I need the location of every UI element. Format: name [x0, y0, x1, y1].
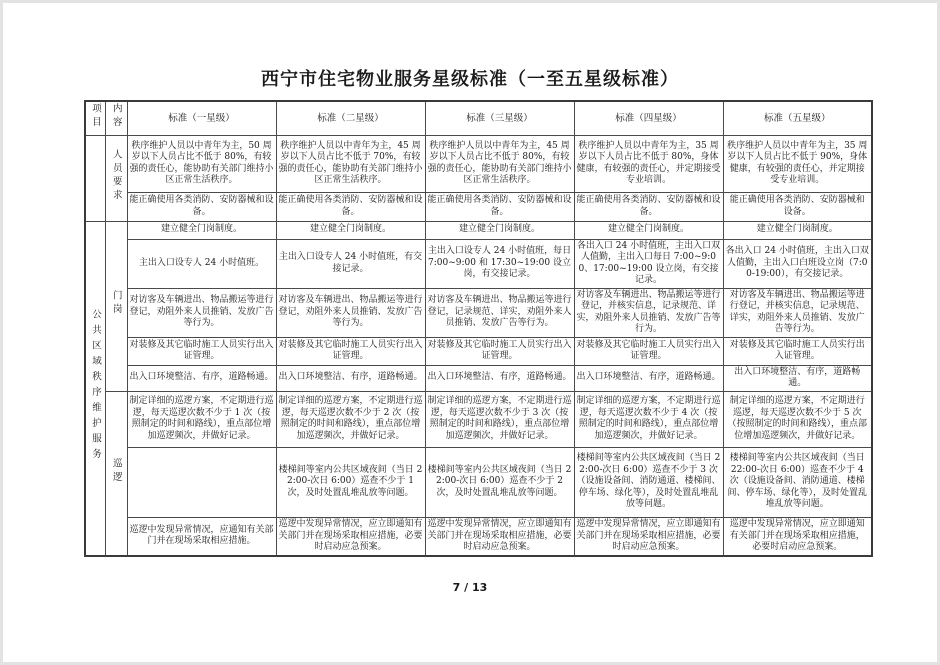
table-cell: 对装修及其它临时施工人员实行出入证管理。 — [723, 337, 872, 365]
table-cell: 对装修及其它临时施工人员实行出入证管理。 — [574, 337, 723, 365]
table-cell: 制定详细的巡逻方案，不定期进行巡逻，每天巡逻次数不少于 2 次（按照制定的时间和路线），重点部位增加巡逻频次，并做好记录。 — [276, 391, 425, 447]
table-cell: 巡逻中发现异常情况，应立即通知有关部门并在现场采取相应措施，必要时启动应急预案。 — [276, 517, 425, 556]
row-group-label-patrol — [105, 391, 127, 556]
personnel-label: 人员要求 — [110, 148, 122, 203]
table-cell: 秩序维护人员以中青年为主，35 周岁以下人员占比不低于 80%，身体健康，有较强的责任心，并定期接受专业培训。 — [574, 135, 723, 192]
table-cell: 制定详细的巡逻方案，不定期进行巡逻，每天巡逻次数不少于 1 次（按照制定的时间和路线），重点部位增加巡逻频次，并做好记录。 — [127, 391, 276, 447]
table-cell: 主出入口设专人 24 小时值班。 — [127, 239, 276, 288]
page-number: 7 / 13 — [452, 581, 488, 594]
table-cell: 建立健全门岗制度。 — [127, 221, 276, 239]
table-cell: 制定详细的巡逻方案，不定期进行巡逻，每天巡逻次数不少于 4 次（按照制定的时间和路线），重点部位增加巡逻频次，并做好记录。 — [574, 391, 723, 447]
table-cell: 对装修及其它临时施工人员实行出入证管理。 — [276, 337, 425, 365]
table-cell: 对装修及其它临时施工人员实行出入证管理。 — [425, 337, 574, 365]
table-cell: 出入口环境整洁、有序，道路畅通。 — [127, 365, 276, 391]
item-cell-public-area — [85, 221, 105, 556]
table-header-row — [85, 101, 872, 135]
table-cell: 制定详细的巡逻方案，不定期进行巡逻，每天巡逻次数不少于 5 次（按照制定的时间和路线），重点部位增加巡逻频次，并做好记录。 — [723, 391, 872, 447]
table-cell: 巡逻中发现异常情况，应立即通知有关部门并在现场采取相应措施，必要时启动应急预案。 — [425, 517, 574, 556]
table-cell: 秩序维护人员以中青年为主，45 周岁以下人员占比不低于 70%，有较强的责任心，能协助有关部门维持小区正常生活秩序。 — [276, 135, 425, 192]
table-cell: 巡逻中发现异常情况，应通知有关部门并在现场采取相应措施。 — [127, 517, 276, 556]
table-cell: 对访客及车辆进出、物品搬运等进行登记，劝阻外来人员推销、发放广告等行为。 — [127, 288, 276, 337]
row-group-label-personnel — [105, 135, 127, 221]
row-group-label-gate — [105, 221, 127, 391]
item-cell-empty — [85, 135, 105, 221]
table-cell: 出入口环境整洁、有序，道路畅通。 — [425, 365, 574, 391]
header-star1: 标准（一星级） — [127, 101, 276, 135]
table-cell: 主出入口设专人 24 小时值班，有交接记录。 — [276, 239, 425, 288]
table-cell: 出入口环境整洁、有序，道路畅通。 — [276, 365, 425, 391]
table-cell: 秩序维护人员以中青年为主，50 周岁以下人员占比不低于 80%，有较强的责任心，能协助有关部门维持小区正常生活秩序。 — [127, 135, 276, 192]
page-title: 西宁市住宅物业服务星级标准（一至五星级标准） — [261, 69, 679, 90]
table-row — [85, 192, 872, 221]
table-cell: 出入口环境整洁、有序，道路畅通。 — [723, 365, 872, 391]
table-cell: 巡逻中发现异常情况，应立即通知有关部门并在现场采取相应措施，必要时启动应急预案。 — [723, 517, 872, 556]
table-cell: 楼梯间等室内公共区域夜间（当日 22:00-次日 6:00）巡查不少于 1 次，及时处置乱堆乱放等问题。 — [276, 447, 425, 517]
table-cell: 能正确使用各类消防、安防器械和设备。 — [425, 192, 574, 221]
table-cell: 对访客及车辆进出、物品搬运等进行登记，劝阻外来人员推销、发放广告等行为。 — [276, 288, 425, 337]
header-star2: 标准（二星级） — [276, 101, 425, 135]
table-cell: 巡逻中发现异常情况，应立即通知有关部门并在现场采取相应措施，必要时启动应急预案。 — [574, 517, 723, 556]
standards-table — [84, 100, 873, 557]
header-star4: 标准（四星级） — [574, 101, 723, 135]
table-cell: 楼梯间等室内公共区域夜间（当日 22:00-次日 6:00）巡查不少于 3 次（设施设备间、消防通道、楼梯间、停车场、绿化等），及时处置乱堆乱放等问题。 — [574, 447, 723, 517]
header-content-label: 内容 — [110, 103, 122, 130]
header-content — [105, 101, 127, 135]
table-cell: 主出入口设专人 24 小时值班，每日 7:00~9:00 和 17:30~19:00 设立岗，有交接记录。 — [425, 239, 574, 288]
gate-label: 门岗 — [110, 290, 122, 318]
table-cell: 楼梯间等室内公共区域夜间（当日 22:00-次日 6:00）巡查不少于 2 次，及时处置乱堆乱放等问题。 — [425, 447, 574, 517]
table-row — [85, 288, 872, 337]
table-cell: 对访客及车辆进出、物品搬运等进行登记，并核实信息，记录规范、详实，劝阻外来人员推销、发放广告等行为。 — [723, 288, 872, 337]
table-cell: 对访客及车辆进出、物品搬运等进行登记，并核实信息，记录规范、详实，劝阻外来人员推销、发放广告等行为。 — [574, 288, 723, 337]
table-cell: 建立健全门岗制度。 — [425, 221, 574, 239]
table-row — [85, 135, 872, 192]
table-row — [85, 447, 872, 517]
table-row — [85, 517, 872, 556]
patrol-label: 巡逻 — [110, 457, 122, 485]
table-cell: 能正确使用各类消防、安防器械和设备。 — [574, 192, 723, 221]
table-cell: 秩序维护人员以中青年为主，35 周岁以下人员占比不低于 90%，身体健康，有较强的责任心，并定期接受专业培训。 — [723, 135, 872, 192]
table-cell: 能正确使用各类消防、安防器械和设备。 — [276, 192, 425, 221]
table-cell: 出入口环境整洁、有序，道路畅通。 — [574, 365, 723, 391]
table-cell: 制定详细的巡逻方案，不定期进行巡逻，每天巡逻次数不少于 3 次（按照制定的时间和路线），重点部位增加巡逻频次，并做好记录。 — [425, 391, 574, 447]
table-cell: 秩序维护人员以中青年为主，45 周岁以下人员占比不低于 80%，有较强的责任心，能协助有关部门维持小区正常生活秩序。 — [425, 135, 574, 192]
table-cell: 建立健全门岗制度。 — [276, 221, 425, 239]
header-item-label: 项目 — [90, 103, 101, 130]
table-row — [85, 221, 872, 239]
table-row — [85, 365, 872, 391]
header-item — [85, 101, 105, 135]
table-cell: 对装修及其它临时施工人员实行出入证管理。 — [127, 337, 276, 365]
public-area-label: 公共区域秩序维护服务 — [90, 308, 101, 464]
table-cell: 建立健全门岗制度。 — [723, 221, 872, 239]
table-cell: 能正确使用各类消防、安防器械和设备。 — [723, 192, 872, 221]
table-cell: 各出入口 24 小时值班，主出入口双人值勤，主出入口白班设立岗（7:00-19:00），有交接记录。 — [723, 239, 872, 288]
table-row — [85, 337, 872, 365]
table-row — [85, 391, 872, 447]
table-cell: 各出入口 24 小时值班，主出入口双人值勤，主出入口每日 7:00~9:00、17:00~19:00 设立岗，有交接记录。 — [574, 239, 723, 288]
table-cell: 对访客及车辆进出、物品搬运等进行登记，记录规范、详实，劝阻外来人员推销、发放广告等行为。 — [425, 288, 574, 337]
header-star3: 标准（三星级） — [425, 101, 574, 135]
table-row — [85, 239, 872, 288]
table-cell: 能正确使用各类消防、安防器械和设备。 — [127, 192, 276, 221]
table-cell: 建立健全门岗制度。 — [574, 221, 723, 239]
header-star5: 标准（五星级） — [723, 101, 872, 135]
table-cell-empty — [127, 447, 276, 517]
table-cell: 楼梯间等室内公共区域夜间（当日 22:00-次日 6:00）巡查不少于 4 次（设施设备间、消防通道、楼梯间、停车场、绿化等），及时处置乱堆乱放等问题。 — [723, 447, 872, 517]
